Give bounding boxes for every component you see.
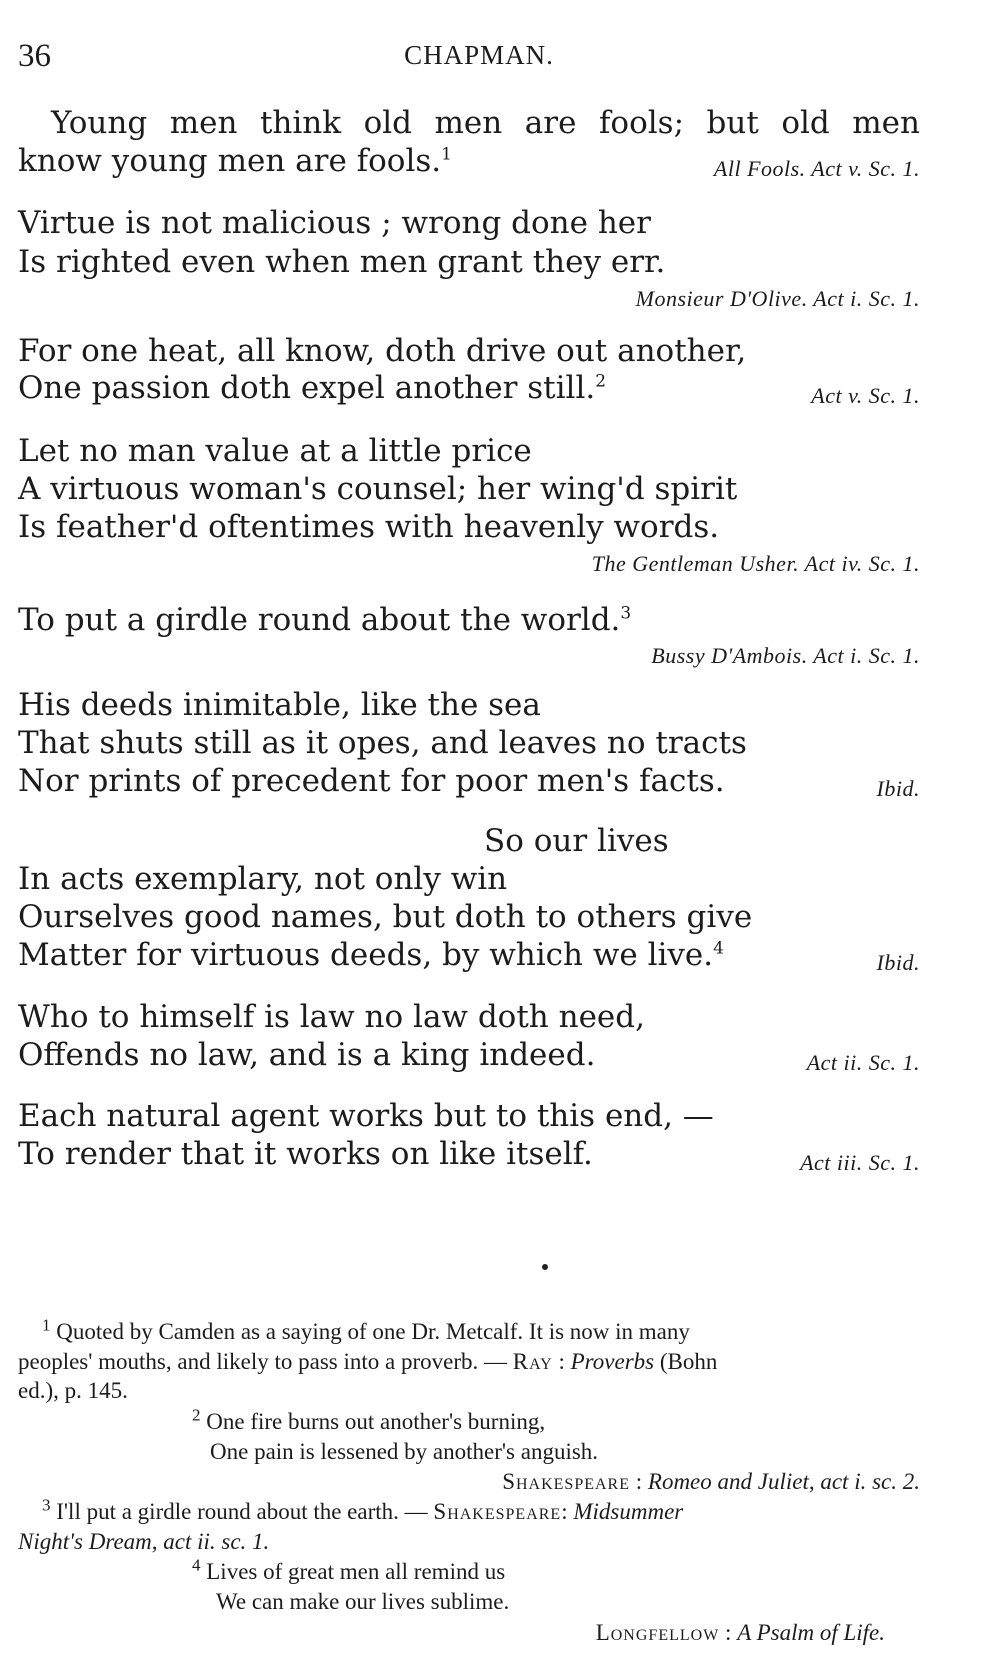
footnote-ref: 4: [713, 938, 724, 959]
quote-line: Let no man value at a little price: [18, 433, 532, 469]
quote-line: Who to himself is law no law doth need,: [18, 999, 645, 1035]
quote-line: Is righted even when men grant they err.: [18, 244, 666, 280]
quote-line: To put a girdle round about the world.$^3$: [18, 602, 632, 638]
citation: Ibid.: [876, 776, 920, 801]
citation: Act ii. Sc. 1.: [806, 1050, 920, 1075]
footnote-3-line: $^3$ I'll put a girdle round about the earth. — Shakespeare: Midsummer: [42, 1495, 684, 1524]
citation: Act v. Sc. 1.: [811, 383, 920, 408]
footnote-2-attribution: Shakespeare : Romeo and Juliet, act i. sc. 2.: [502, 1469, 920, 1494]
quote-line: Nor prints of precedent for poor men's facts.: [18, 763, 725, 799]
quote-line: That shuts still as it opes, and leaves no tracts: [18, 725, 747, 761]
footnote-ref: 1: [441, 144, 452, 165]
quote-line: His deeds inimitable, like the sea: [18, 687, 541, 723]
footnote-1-line: $^1$ Quoted by Camden as a saying of one Dr. Metcalf. It is now in many: [42, 1315, 690, 1344]
footnote-2-line: $^2$ One fire burns out another's burning,: [192, 1405, 546, 1434]
footnote-4-line: $^4$ Lives of great men all remind us: [192, 1555, 506, 1584]
footnote-4-line: We can make our lives sublime.: [216, 1589, 510, 1614]
quote-line: So our lives: [484, 823, 669, 859]
footnote-1-line: peoples' mouths, and likely to pass into a proverb. — Ray : Proverbs (Bohn: [18, 1349, 718, 1374]
quote-line: Virtue is not malicious ; wrong done her: [18, 205, 651, 241]
footnote-1-line: ed.), p. 145.: [18, 1378, 128, 1403]
quote-line: A virtuous woman's counsel; her wing'd spirit: [18, 471, 738, 507]
quote-line: Each natural agent works but to this end, —: [18, 1098, 714, 1134]
citation: Bussy D'Ambois. Act i. Sc. 1.: [651, 643, 920, 668]
citation: Monsieur D'Olive. Act i. Sc. 1.: [635, 286, 920, 311]
footnote-2-line: One pain is lessened by another's anguish.: [210, 1439, 599, 1464]
footnote-3-line: Night's Dream, act ii. sc. 1.: [18, 1529, 270, 1554]
quote-line: For one heat, all know, doth drive out another,: [18, 333, 747, 369]
running-title: CHAPMAN.: [404, 40, 554, 70]
quote-line: know young men are fools.$^1$: [18, 143, 452, 179]
footnote-ref: 2: [595, 371, 607, 392]
citation: All Fools. Act v. Sc. 1.: [713, 156, 920, 181]
quote-line: Is feather'd oftentimes with heavenly words.: [18, 509, 720, 545]
quote-line: To render that it works on like itself.: [18, 1136, 593, 1172]
quote-line: Ourselves good names, but doth to others give: [18, 899, 753, 935]
quote-line: Matter for virtuous deeds, by which we live.$^4$: [18, 937, 724, 973]
footnote-ref: 3: [620, 603, 632, 624]
divider-dot: [542, 1264, 548, 1270]
citation: Ibid.: [876, 950, 920, 975]
footnote-4-attribution: Longfellow : A Psalm of Life.: [595, 1620, 885, 1645]
quote-line: Young men think old men are fools; but old men: [51, 105, 920, 141]
quote-line: Offends no law, and is a king indeed.: [18, 1037, 596, 1073]
footnote-marker: 4: [192, 1555, 201, 1575]
page-header: [18, 38, 940, 78]
page-number: 36: [18, 38, 51, 74]
footnote-marker: 1: [42, 1315, 51, 1335]
quote-line: In acts exemplary, not only win: [18, 861, 508, 897]
citation: The Gentleman Usher. Act iv. Sc. 1.: [591, 551, 920, 576]
footnote-marker: 3: [42, 1495, 51, 1515]
quote-line: One passion doth expel another still.$^2$: [18, 370, 607, 406]
footnote-marker: 2: [192, 1405, 201, 1425]
citation: Act iii. Sc. 1.: [800, 1150, 920, 1175]
